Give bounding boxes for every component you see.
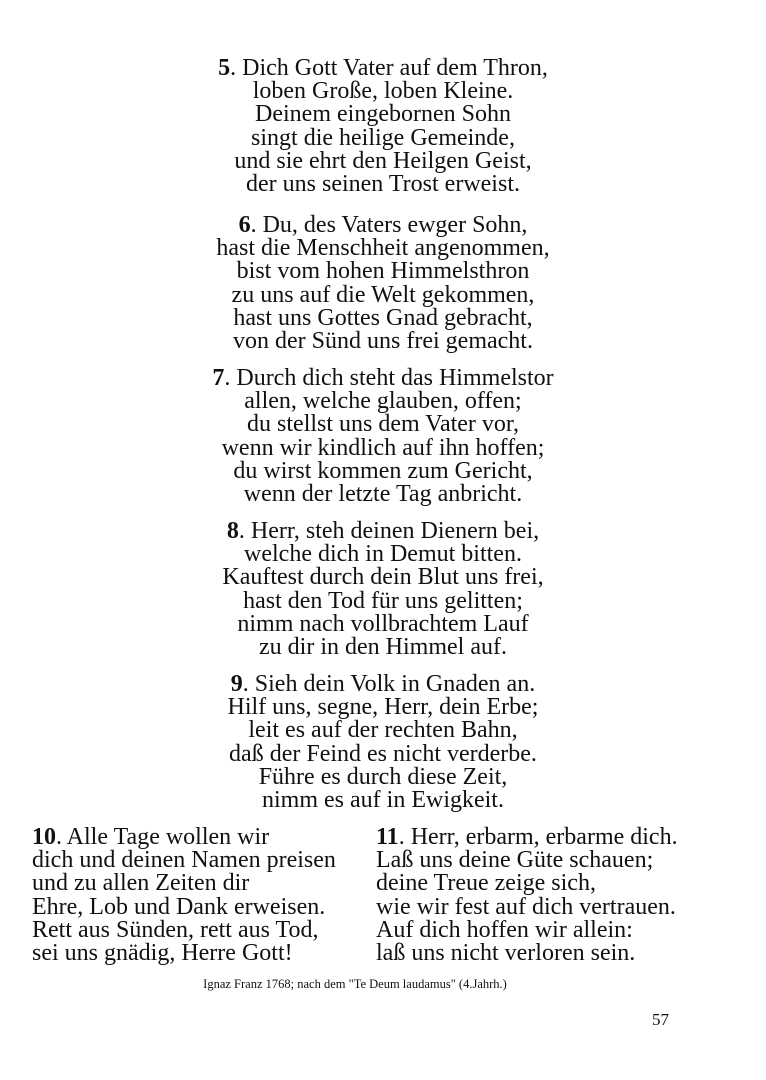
- stanza-5: [0, 57, 766, 196]
- stanza-line: Hilf uns, segne, Herr, dein Erbe;: [227, 694, 539, 721]
- stanza-line: Rett aus Sünden, rett aus Tod,: [32, 916, 319, 943]
- stanza-line: hast den Tod für uns gelitten;: [243, 587, 523, 614]
- stanza-number: 5: [218, 55, 231, 81]
- stanza-line: [0, 520, 766, 543]
- stanza-number: 7: [212, 365, 225, 391]
- stanza-line: und zu allen Zeiten dir: [32, 870, 250, 897]
- stanza-line: Ehre, Lob und Dank erweisen.: [32, 893, 326, 920]
- stanza-line: [0, 673, 766, 696]
- stanza-number: 10: [32, 824, 56, 850]
- stanza-text: . Dich Gott Vater auf dem Thron,: [230, 55, 548, 81]
- stanza-line: daß der Feind es nicht verderbe.: [229, 740, 537, 767]
- stanza-line: loben Große, loben Kleine.: [252, 78, 514, 105]
- stanza-text: . Herr, steh deinen Dienern bei,: [238, 518, 540, 544]
- stanza-line: Führe es durch diese Zeit,: [258, 763, 508, 790]
- stanza-line: laß uns nicht verloren sein.: [376, 940, 636, 967]
- stanza-9: [0, 673, 766, 812]
- stanza-line: Deinem eingebornen Sohn: [255, 101, 511, 128]
- stanza-text: . Du, des Vaters ewger Sohn,: [250, 212, 528, 238]
- stanza-line: singt die heilige Gemeinde,: [251, 124, 515, 151]
- stanza-line: und sie ehrt den Heilgen Geist,: [234, 147, 532, 174]
- stanza-line: leit es auf der rechten Bahn,: [248, 717, 518, 744]
- stanza-text: . Alle Tage wollen wir: [56, 824, 270, 850]
- author-credit: Ignaz Franz 1768; nach dem "Te Deum laudamus" (4.Jahrh.): [203, 977, 507, 991]
- stanza-8: [0, 520, 766, 659]
- stanza-line: bist vom hohen Himmelsthron: [236, 258, 530, 285]
- stanza-line: nimm nach vollbrachtem Lauf: [237, 610, 529, 637]
- stanza-number: 11: [376, 824, 399, 850]
- stanza-line: du wirst kommen zum Gericht,: [233, 457, 533, 484]
- stanza-7: [0, 367, 766, 506]
- stanza-line: wenn wir kindlich auf ihn hoffen;: [221, 434, 545, 461]
- stanza-line: wie wir fest auf dich vertrauen.: [376, 893, 676, 920]
- stanza-6: [0, 214, 766, 353]
- stanza-line: hast die Menschheit angenommen,: [216, 235, 550, 262]
- stanza-number: 8: [226, 518, 239, 544]
- stanza-line: der uns seinen Trost erweist.: [246, 171, 520, 198]
- stanza-line: allen, welche glauben, offen;: [244, 388, 522, 415]
- stanza-line: [376, 826, 678, 849]
- stanza-line: [32, 826, 336, 849]
- stanza-11: [376, 826, 678, 965]
- stanza-line: zu uns auf die Welt gekommen,: [231, 281, 535, 308]
- stanza-text: . Herr, erbarm, erbarme dich.: [398, 824, 678, 850]
- stanza-text: . Durch dich steht das Himmelstor: [224, 365, 554, 391]
- stanza-line: hast uns Gottes Gnad gebracht,: [233, 304, 533, 331]
- stanza-10: [32, 826, 336, 965]
- stanza-line: zu dir in den Himmel auf.: [259, 634, 507, 661]
- stanza-number: 6: [238, 212, 251, 238]
- stanza-line: [0, 367, 766, 390]
- stanza-number: 9: [230, 671, 243, 697]
- stanza-line: Laß uns deine Güte schauen;: [376, 847, 654, 874]
- stanza-line: dich und deinen Namen preisen: [32, 847, 336, 874]
- stanza-line: [0, 57, 766, 80]
- page-number: 57: [652, 1010, 669, 1029]
- stanza-line: [0, 214, 766, 237]
- stanza-line: welche dich in Demut bitten.: [244, 541, 522, 568]
- stanza-line: wenn der letzte Tag anbricht.: [243, 481, 523, 508]
- stanza-line: sei uns gnädig, Herre Gott!: [32, 940, 293, 967]
- stanza-line: deine Treue zeige sich,: [376, 870, 596, 897]
- stanza-line: Auf dich hoffen wir allein:: [376, 916, 633, 943]
- stanza-line: du stellst uns dem Vater vor,: [247, 411, 519, 438]
- stanza-line: nimm es auf in Ewigkeit.: [262, 787, 504, 814]
- stanza-line: Kauftest durch dein Blut uns frei,: [222, 564, 544, 591]
- stanza-text: . Sieh dein Volk in Gnaden an.: [242, 671, 536, 697]
- stanza-line: von der Sünd uns frei gemacht.: [233, 328, 533, 355]
